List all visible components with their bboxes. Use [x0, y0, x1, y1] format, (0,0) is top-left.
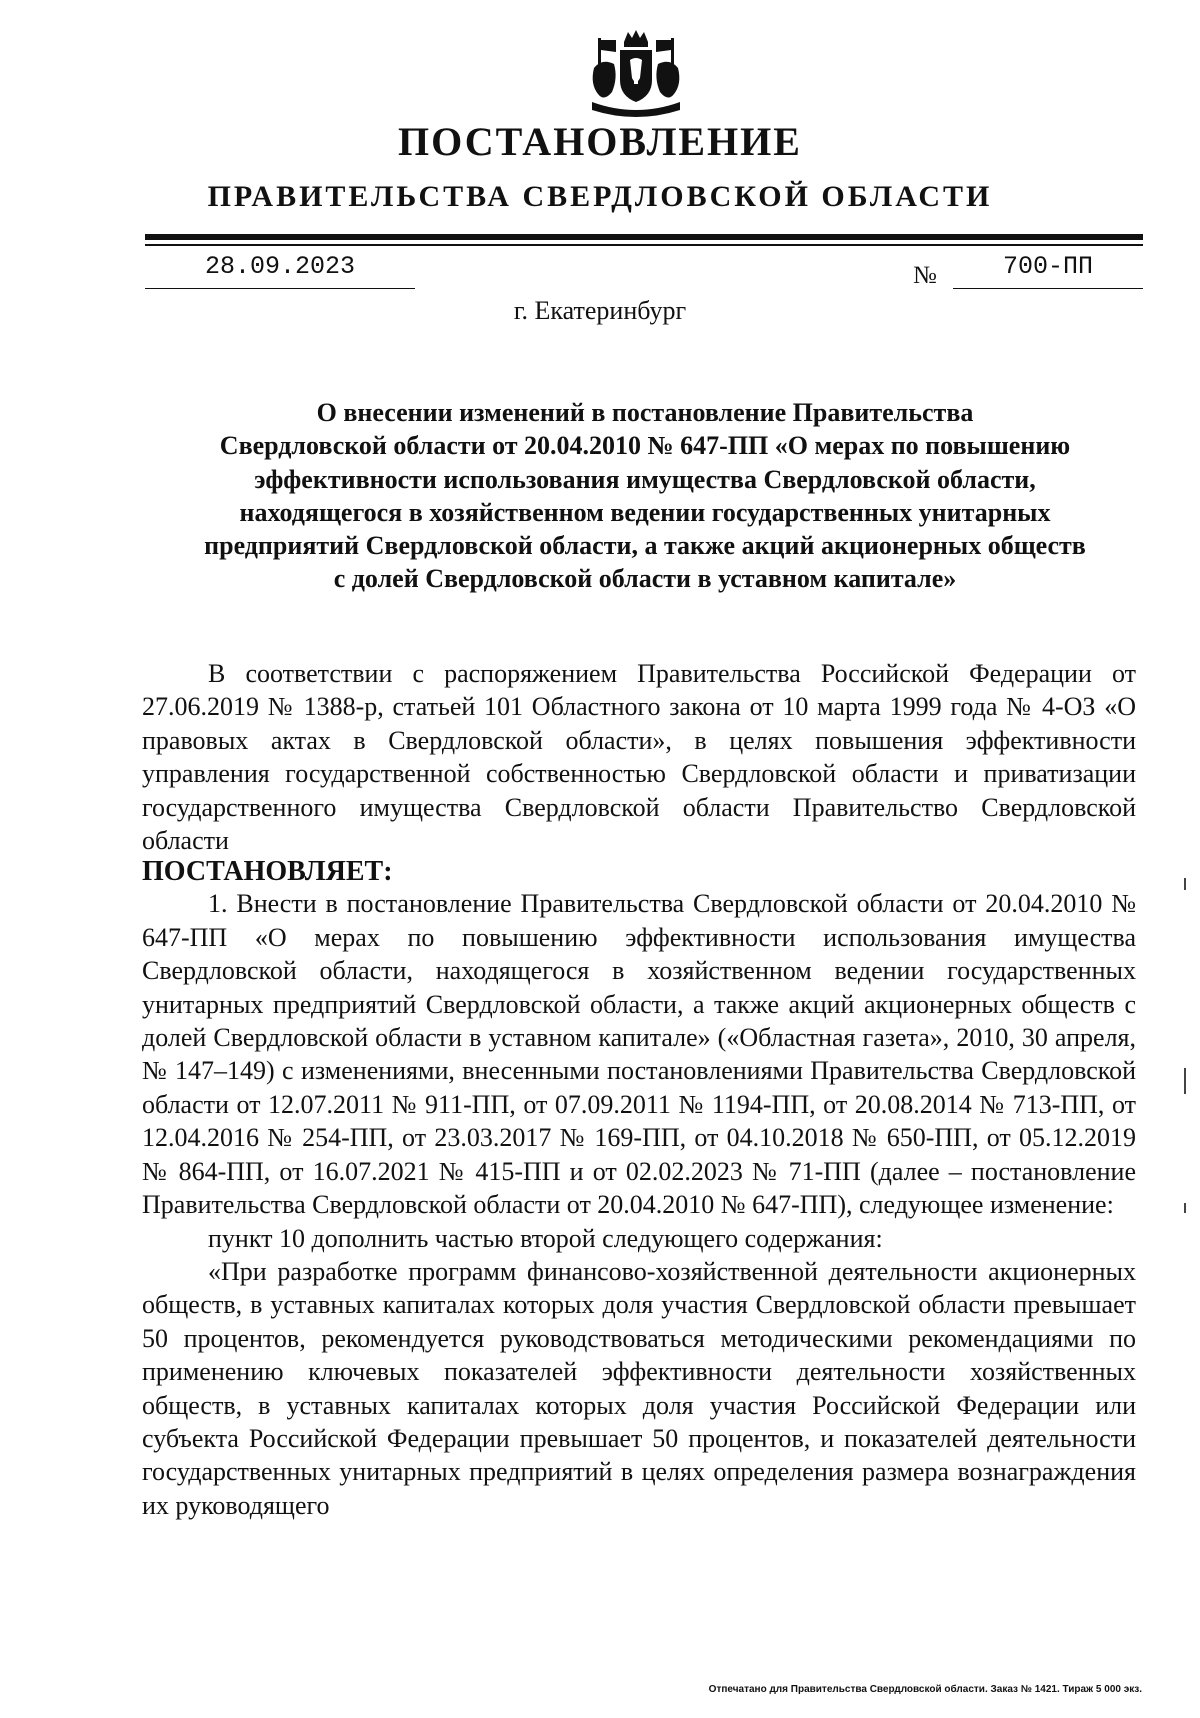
preamble-paragraph: В соответствии с распоряжением Правительства Российской Федерации от 27.06.2019 № 1388-р, статьей 101 Областного закона от 10 марта 1999 года № 4-ОЗ «О правовых актах в Свердловской области», в целях повышения эффективности управления государственной собственностью Свердловской области и приватизации государственного имущества Свердловской области Правительство Свердловской области — [142, 659, 1136, 856]
coat-of-arms-icon — [584, 28, 688, 124]
resolution-title — [150, 396, 1140, 596]
number-sign: № — [913, 262, 937, 289]
document-type-title: ПОСТАНОВЛЕНИЕ — [398, 119, 802, 164]
document-number: 700-ПП — [953, 252, 1143, 289]
clause-1-intro: пункт 10 дополнить частью второй следующего содержания: — [208, 1223, 883, 1253]
issuing-city: г. Екатеринбург — [513, 296, 687, 325]
title-line: предприятий Свердловской области, а также акций акционерных обществ — [204, 531, 1086, 561]
scan-mark — [1184, 1203, 1186, 1213]
document-date: 28.09.2023 — [145, 252, 415, 289]
scan-mark — [1184, 1068, 1186, 1094]
title-line: находящегося в хозяйственном ведении государственных унитарных — [239, 497, 1051, 527]
clause-1-paragraph: 1. Внести в постановление Правительства Свердловской области от 20.04.2010 № 647-ПП «О мерах по повышению эффективности использования имущества Свердловской области, находящегося в хозяйственном ведении государственных унитарных предприятий Свердловской области, а также акций акционерных обществ с долей Свердловской области в уставном капитале» («Областная газета», 2010, 30 апреля, № 147–149) с изменениями, внесенными постановлениями Правительства Свердловской области от 12.07.2011 № 911-ПП, от 07.09.2011 № 1194-ПП, от 20.08.2014 № 713-ПП, от 12.04.2016 № 254-ПП, от 23.03.2017 № 169-ПП, от 04.10.2018 № 650-ПП, от 05.12.2019 № 864-ПП, от 16.07.2021 № 415-ПП и от 02.02.2023 № 71-ПП (далее – постановление Правительства Свердловской области от 20.04.2010 № 647-ПП), следующее изменение: — [142, 889, 1136, 1220]
title-line: Свердловской области от 20.04.2010 № 647-ПП «О мерах по повышению — [219, 431, 1071, 461]
quoted-amendment: «При разработке программ финансово-хозяйственной деятельности акционерных обществ, в уставных капиталах которых доля участия Свердловской области превышает 50 процентов, рекомендуется руководствоваться методическими рекомендациями по применению ключевых показателей эффективности деятельности хозяйственных обществ, в уставных капиталах которых доля участия Российской Федерации или субъекта Российской Федерации превышает 50 процентов, и показателей деятельности государственных унитарных предприятий в целях определения размера вознаграждения их руководящего — [142, 1256, 1136, 1520]
title-line: О внесении изменений в постановление Правительства — [316, 398, 974, 427]
header-rule-thick — [145, 234, 1143, 240]
print-note: Отпечатано для Правительства Свердловской области. Заказ № 1421. Тираж 5 000 экз. — [708, 1684, 1142, 1695]
scan-mark — [1184, 878, 1186, 890]
issuing-authority: ПРАВИТЕЛЬСТВА СВЕРДЛОВСКОЙ ОБЛАСТИ — [207, 180, 993, 213]
decree-word: ПОСТАНОВЛЯЕТ: — [142, 856, 393, 888]
title-line: эффективности использования имущества Свердловской области, — [254, 464, 1036, 494]
document-body — [142, 657, 1136, 1522]
title-line: с долей Свердловской области в уставном капитале» — [333, 564, 957, 594]
header-rule-thin — [145, 244, 1143, 246]
